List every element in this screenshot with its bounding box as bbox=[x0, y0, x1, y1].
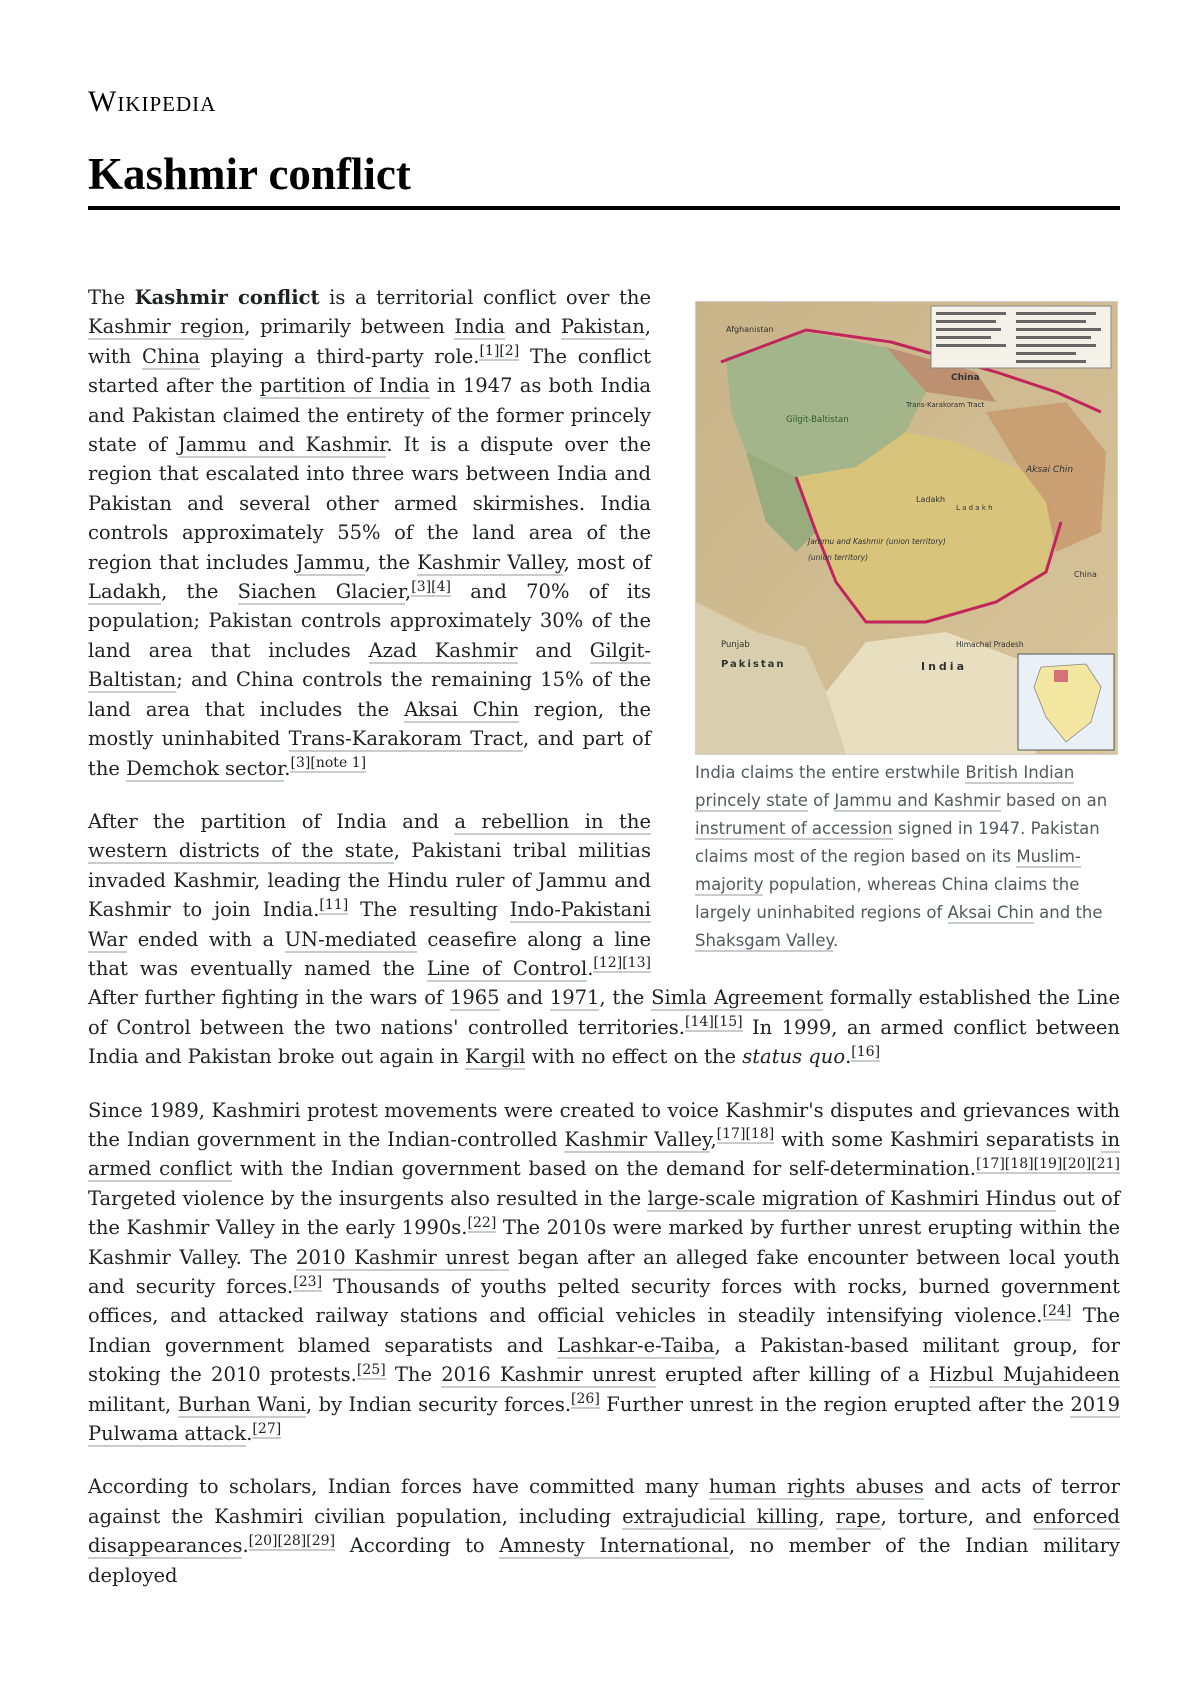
citation[interactable]: [27] bbox=[252, 1420, 282, 1437]
citation[interactable]: [22] bbox=[467, 1214, 497, 1231]
link-kashmir-valley[interactable]: Kashmir Valley bbox=[417, 550, 564, 574]
citation[interactable]: [26] bbox=[571, 1391, 600, 1408]
citation[interactable]: [20][28][29] bbox=[248, 1532, 336, 1549]
map-label-himachal: Himachal Pradesh bbox=[956, 640, 1024, 649]
citation[interactable]: [17][18] bbox=[716, 1126, 775, 1143]
map-figure bbox=[695, 301, 1120, 955]
link-rebellion-western-districts[interactable]: a rebellion in the western districts of the state bbox=[88, 809, 651, 863]
link-enforced-disappearances[interactable]: enforced disappearances bbox=[88, 1504, 1121, 1558]
link-un-mediated[interactable]: UN-mediated bbox=[284, 927, 417, 951]
article-body bbox=[88, 283, 1120, 1614]
link-1965[interactable]: 1965 bbox=[449, 986, 500, 1010]
link-china[interactable]: China bbox=[142, 344, 200, 368]
link-line-of-control[interactable]: Line of Control bbox=[426, 956, 588, 980]
link-trans-karakoram-tract[interactable]: Trans-Karakoram Tract bbox=[288, 727, 523, 751]
citation[interactable]: [24] bbox=[1042, 1302, 1072, 1319]
link-2019-pulwama-attack[interactable]: 2019 Pulwama attack bbox=[88, 1392, 1120, 1446]
citation[interactable]: [23] bbox=[293, 1273, 323, 1290]
citation[interactable]: [16] bbox=[851, 1043, 881, 1060]
map-label-pakistan: Pakistan bbox=[721, 659, 786, 670]
link-demchok-sector[interactable]: Demchok sector bbox=[126, 756, 285, 780]
link-jammu-and-kashmir[interactable]: Jammu and Kashmir bbox=[177, 433, 387, 457]
citation[interactable]: [14][15] bbox=[685, 1014, 743, 1031]
caption-link-instrument-of-accession[interactable]: instrument of accession bbox=[695, 819, 893, 838]
link-aksai-chin[interactable]: Aksai Chin bbox=[404, 697, 520, 721]
link-amnesty-international[interactable]: Amnesty International bbox=[499, 1534, 729, 1558]
link-armed-conflict[interactable]: in armed conflict bbox=[88, 1127, 1120, 1181]
caption-link-shaksgam-valley[interactable]: Shaksgam Valley bbox=[695, 931, 833, 950]
map-label-gilgit: Gilgit-Baltistan bbox=[786, 415, 849, 425]
link-kargil[interactable]: Kargil bbox=[464, 1045, 526, 1069]
map-label-jk: Jammu and Kashmir (union territory) bbox=[808, 537, 946, 546]
link-gilgit-baltistan[interactable]: Gilgit-Baltistan bbox=[88, 638, 651, 692]
link-kashmir-region[interactable]: Kashmir region bbox=[88, 315, 245, 339]
caption-link-jammu-kashmir[interactable]: Jammu and Kashmir bbox=[834, 791, 1001, 810]
map-label-ladakh-small: L a d a k h bbox=[956, 504, 993, 512]
citation[interactable]: [25] bbox=[356, 1361, 386, 1378]
map-label-afghanistan: Afghanistan bbox=[726, 325, 774, 334]
map-label-india: India bbox=[921, 660, 967, 673]
map-caption: India claims the entire erstwhile British Indian princely state of Jammu and Kashmir based on an instrument of accession signed in 1947. Pakistan claims most of the region based on its Muslim-majority population, whereas China claims the largely uninhabited regions of Aksai Chin and the Shaksgam Valley. bbox=[695, 763, 1108, 950]
link-pakistan[interactable]: Pakistan bbox=[560, 315, 645, 339]
caption-link-aksai-chin[interactable]: Aksai Chin bbox=[947, 903, 1034, 922]
link-simla-agreement[interactable]: Simla Agreement bbox=[651, 986, 824, 1010]
caption-link-princely-state[interactable]: British Indian princely state bbox=[695, 763, 1075, 810]
wikipedia-logo[interactable]: Wikipedia bbox=[88, 85, 217, 118]
map-label-punjab: Punjab bbox=[721, 640, 750, 650]
paragraph-2: After the partition of India and a rebellion in the western districts of the state, Pakistani tribal militias invaded Kashmir, leading the Hindu ruler of Jammu and Kashmir to join India.[11] The resulting Indo-Pakistani War ended with a UN-mediated ceasefire along a line that was eventually named the Line of Control.[12][13] After further fighting in the wars of 1965 and 1971, the Simla Agreement formally established the Line of Control between the two nations' controlled territories.[14][15] In 1999, an armed conflict between India and Pakistan broke out again in Kargil with no effect on the status quo.[16] bbox=[88, 809, 1120, 1069]
paragraph-4: According to scholars, Indian forces have committed many human rights abuses and acts of terror against the Kashmiri civilian population, including extrajudicial killing, rape, torture, and enforced disappearances.[20][28][29] According to Amnesty International, no member of the Indian military deployed bbox=[88, 1475, 1121, 1587]
link-jammu[interactable]: Jammu bbox=[295, 550, 365, 574]
citation[interactable]: [11] bbox=[319, 896, 349, 913]
caption-link-muslim-majority[interactable]: Muslim-majority bbox=[695, 847, 1081, 894]
link-siachen-glacier[interactable]: Siachen Glacier bbox=[237, 580, 406, 604]
paragraph-3: Since 1989, Kashmiri protest movements were created to voice Kashmir's disputes and grievances with the Indian government in the Indian-controlled Kashmir Valley,[17][18] with some Kashmiri separatists in armed conflict with the Indian government based on the demand for self-determination.[17][18][19][20][21] Targeted violence by the insurgents also resulted in the large-scale migration of Kashmiri Hindus out of the Kashmir Valley in the early 1990s.[22] The 2010s were marked by further unrest erupting within the Kashmir Valley. The 2010 Kashmir unrest began after an alleged fake encounter between local youth and security forces.[23] Thousands of youths pelted security forces with rocks, burned government offices, and attacked railway stations and official vehicles in steadily intensifying violence.[24] The Indian government blamed separatists and Lashkar-e-Taiba, a Pakistan-based militant group, for stoking the 2010 protests.[25] The 2016 Kashmir unrest erupted after killing of a Hizbul Mujahideen militant, Burhan Wani, by Indian security forces.[26] Further unrest in the region erupted after the 2019 Pulwama attack.[27] bbox=[88, 1098, 1120, 1446]
link-extrajudicial-killing[interactable]: extrajudicial killing bbox=[622, 1504, 819, 1528]
citation[interactable]: [3][4] bbox=[411, 578, 451, 595]
link-burhan-wani[interactable]: Burhan Wani bbox=[177, 1392, 306, 1416]
link-indo-pakistani-war[interactable]: Indo-Pakistani War bbox=[88, 898, 651, 951]
link-azad-kashmir[interactable]: Azad Kashmir bbox=[368, 638, 518, 662]
map-label-ladakh: Ladakh bbox=[916, 495, 946, 504]
link-hizbul-mujahideen[interactable]: Hizbul Mujahideen bbox=[928, 1363, 1120, 1387]
link-1971[interactable]: 1971 bbox=[549, 986, 600, 1010]
map-label-aksai-chin: Aksai Chin bbox=[1026, 465, 1074, 475]
map-label-china-top: China bbox=[951, 373, 980, 383]
link-2016-kashmir-unrest[interactable]: 2016 Kashmir unrest bbox=[441, 1363, 656, 1387]
link-lashkar-e-taiba[interactable]: Lashkar-e-Taiba bbox=[557, 1333, 715, 1357]
citation[interactable]: [1][2] bbox=[479, 343, 520, 360]
link-human-rights-abuses[interactable]: human rights abuses bbox=[708, 1475, 924, 1499]
citation[interactable]: [17][18][19][20][21] bbox=[975, 1155, 1120, 1172]
map-label-trans-karakoram: Trans-Karakoram Tract bbox=[906, 401, 985, 409]
page-title: Kashmir conflict bbox=[88, 149, 411, 199]
link-rape[interactable]: rape bbox=[835, 1504, 881, 1528]
kashmir-map-image[interactable] bbox=[695, 301, 1118, 755]
citation[interactable]: [3][note 1] bbox=[290, 755, 367, 771]
map-label-china-right: China bbox=[1074, 570, 1097, 579]
link-2010-kashmir-unrest[interactable]: 2010 Kashmir unrest bbox=[296, 1245, 510, 1269]
link-india[interactable]: India bbox=[454, 315, 505, 339]
link-ladakh[interactable]: Ladakh bbox=[88, 580, 162, 604]
citation[interactable]: [12][13] bbox=[593, 955, 651, 972]
map-label-ut: (union territory) bbox=[808, 553, 869, 562]
title-divider bbox=[88, 206, 1120, 210]
link-migration-kashmiri-hindus[interactable]: large-scale migration of Kashmiri Hindus bbox=[647, 1186, 1057, 1210]
link-partition-of-india[interactable]: partition of India bbox=[259, 374, 430, 398]
paragraph-1: The Kashmir conflict is a territorial conflict over the Kashmir region, primarily between India and Pakistan, with China playing a third-party role.[1][2] The conflict started after the partition of India in 1947 as both India and Pakistan claimed the entirety of the former princely state of Jammu and Kashmir. It is a dispute over the region that escalated into three wars between India and Pakistan and several other armed skirmishes. India controls approximately 55% of the land area of the region that includes Jammu, the Kashmir Valley, most of Ladakh, the Siachen Glacier,[3][4] and 70% of its population; Pakistan controls approximately 30% of the land area that includes Azad Kashmir and Gilgit-Baltistan; and China controls the remaining 15% of the land area that includes the Aksai Chin region, the mostly uninhabited Trans-Karakoram Tract, and part of the Demchok sector.[3][note 1] bbox=[88, 286, 652, 780]
link-kashmir-valley-2[interactable]: Kashmir Valley bbox=[564, 1127, 711, 1151]
